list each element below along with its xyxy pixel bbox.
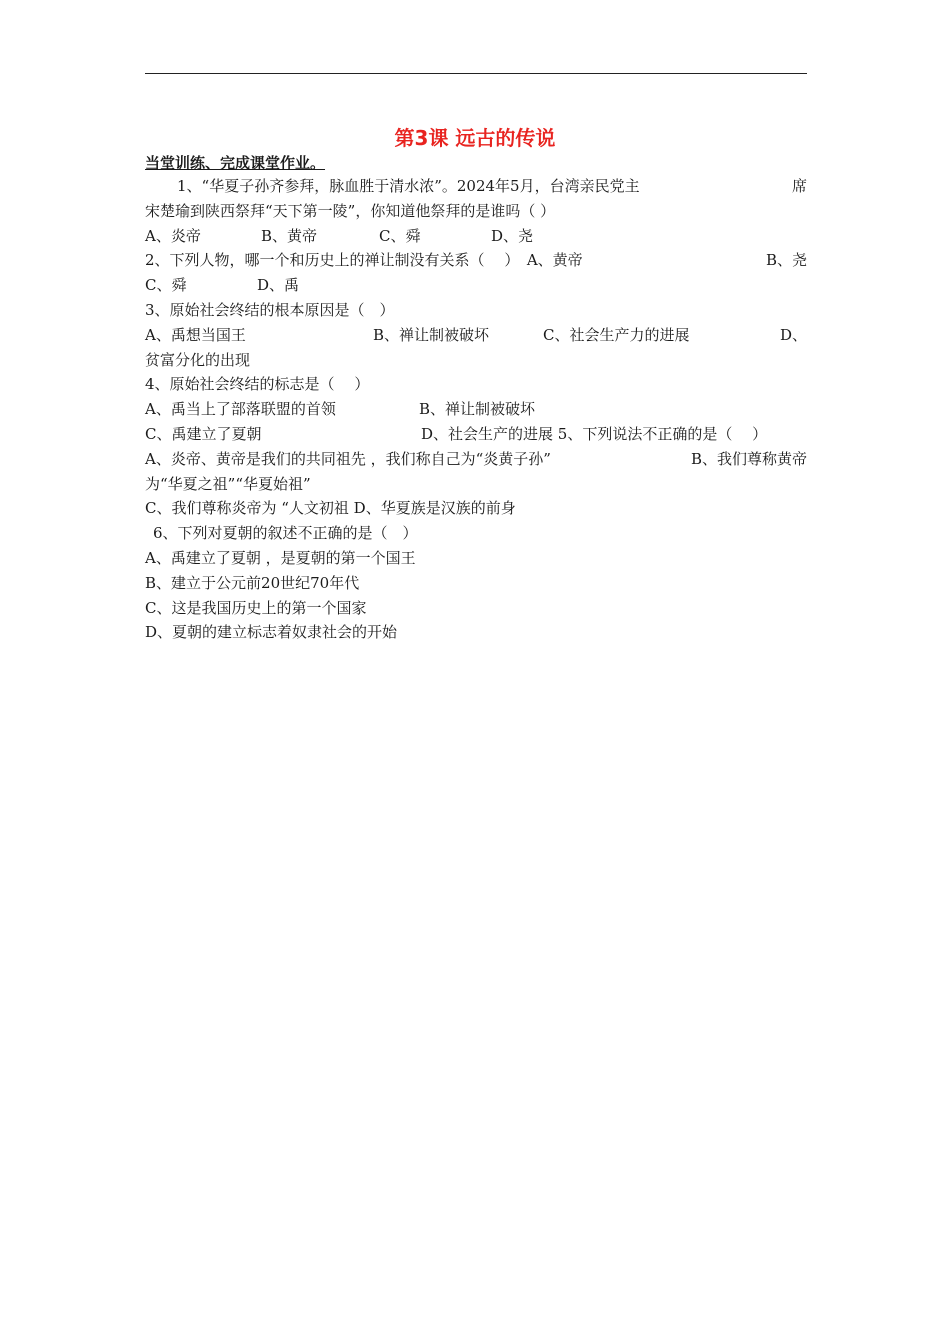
q1-option-b: B、黄帝 (261, 226, 318, 245)
q4-option-a: A、禹当上了部落联盟的首领 (145, 400, 336, 419)
q5-option-a: A、炎帝、黄帝是我们的共同祖先 ，我们称自己为“炎黄子孙” (145, 449, 551, 468)
q1-option-a: A、炎帝 (145, 226, 201, 245)
q4-options-ab (145, 397, 807, 422)
q4-stem: 4、原始社会终结的标志是（ ） (145, 375, 370, 394)
q2-stem-text: 2、下列人物，哪一个和历史上的禅让制没有关系（ ） A、黄帝 (145, 251, 583, 270)
q2-stem-line (145, 248, 807, 273)
q5-options-ab (145, 447, 807, 472)
q3-option-d-cont: 贫富分化的出现 (145, 350, 251, 369)
q2-options (145, 273, 807, 298)
q3-options (145, 323, 807, 348)
q4-options-cd (145, 422, 807, 447)
q6-option-b: B、建立于公元前20世纪70年代 (145, 573, 360, 592)
q1-option-c: C、舜 (379, 226, 421, 245)
q2-option-b: B、尧 (765, 251, 807, 270)
q4-option-c: C、禹建立了夏朝 (145, 424, 262, 443)
header-rule (145, 73, 807, 74)
q5-options-cd: C、我们尊称炎帝为 “人文初祖 D、华夏族是汉族的前身 (145, 499, 516, 518)
q1-stem-line-2: 宋楚瑜到陕西祭拜“天下第一陵”，你知道他祭拜的是谁吗（ ） (145, 201, 556, 220)
q3-option-d: D、 (779, 325, 807, 344)
q1-options (145, 224, 807, 249)
q3-option-b: B、禅让制被破坏 (373, 325, 490, 344)
q6-stem: 6、下列对夏朝的叙述不正确的是（ ） (153, 524, 418, 543)
q3-stem: 3、原始社会终结的根本原因是（ ） (145, 300, 395, 319)
q2-option-d: D、禹 (257, 276, 300, 295)
q4-option-d-q5-stem: D、社会生产的进展 5、下列说法不正确的是（ ） (421, 424, 768, 443)
q1-stem-text: 1、“华夏子孙齐参拜，脉血胜于清水浓”。2024年5月，台湾亲民党主 (177, 177, 640, 195)
lesson-title: 第3课 远古的传说 (394, 126, 556, 150)
q6-option-c: C、这是我国历史上的第一个国家 (145, 598, 367, 617)
q5-option-b: B、我们尊称黄帝 (690, 449, 807, 468)
q2-option-c: C、舜 (145, 276, 187, 295)
q3-option-c: C、社会生产力的进展 (543, 325, 690, 344)
q5-option-b-cont: 为“华夏之祖”“华夏始祖” (145, 474, 311, 493)
q1-stem-line-1 (145, 174, 807, 199)
q1-option-d: D、尧 (491, 226, 534, 245)
exercise-body (145, 174, 807, 645)
q1-stem-end: 席 (791, 177, 807, 195)
q6-option-a: A、禹建立了夏朝 ，是夏朝的第一个国王 (145, 548, 416, 567)
q4-option-b: B、禅让制被破坏 (419, 400, 536, 419)
q3-option-a: A、禹想当国王 (145, 325, 246, 344)
section-heading: 当堂训练、完成课堂作业。 (145, 154, 326, 172)
q6-option-d: D、夏朝的建立标志着奴隶社会的开始 (145, 623, 398, 642)
